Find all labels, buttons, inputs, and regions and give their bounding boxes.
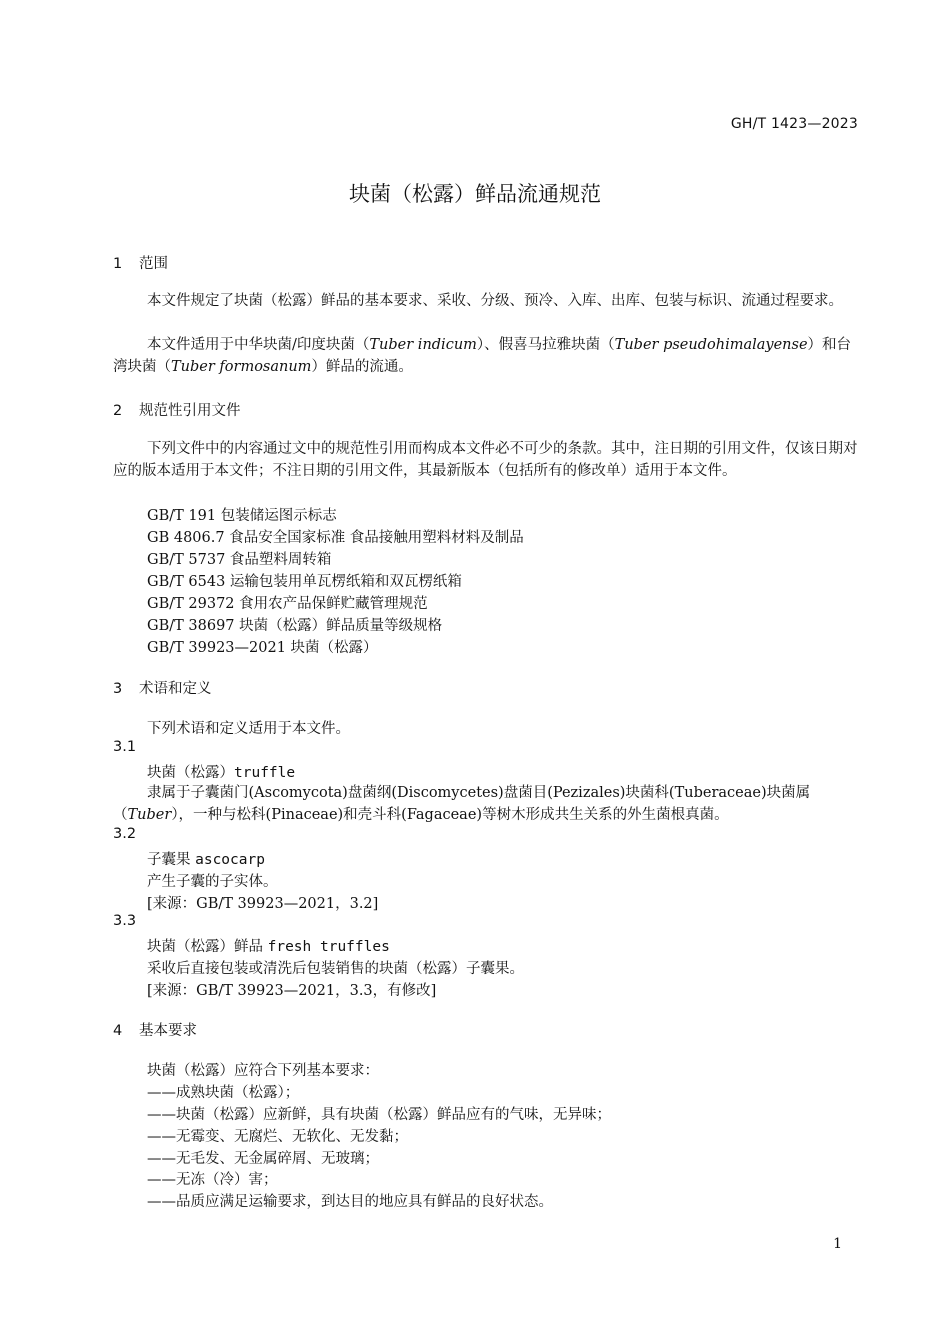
term-definition: 隶属于子囊菌门(Ascomycota)盘菌纲(Discomycetes)盘菌目(Pezizales)块菌科(Tuberaceae)块菌属（Tuber），一种与松科(Pinaceae)和壳斗科(Fagaceae)等树木形成共生关系的外生菌根真菌。 [113,785,811,823]
term-number: 3.1 [113,739,137,755]
section-title: 规范性引用文件 [139,403,241,419]
reference-item: GB/T 39923—2021 块菌（松露） [147,640,378,656]
section-title: 基本要求 [139,1023,197,1039]
section-title: 范围 [139,256,168,272]
term-number: 3.3 [113,913,137,929]
reference-item: GB/T 38697 块菌（松露）鲜品质量等级规格 [147,618,443,634]
term-english: fresh truffles [267,939,390,955]
term-heading: 子囊果 ascocarp [147,852,265,868]
page-number: 1 [833,1236,842,1252]
latin-name: Tuber pseudohimalayense [614,337,808,353]
scope-paragraph-2: 本文件适用于中华块菌/印度块菌（Tuber indicum）、假喜马拉雅块菌（Tuber pseudohimalayense）和台湾块菌（Tuber formosanum）鲜品的流通。 [113,337,852,375]
latin-name: Tuber indicum [369,337,477,353]
term-definition: 产生子囊的子实体。 [147,874,278,890]
section-3-heading [113,677,212,698]
term-heading: 块菌（松露）鲜品 fresh truffles [147,939,390,955]
standard-number: GH/T 1423—2023 [730,116,858,132]
reference-item: GB/T 191 包装储运图示标志 [147,508,337,524]
normative-references-paragraph: 下列文件中的内容通过文中的规范性引用而构成本文件必不可少的条款。其中，注日期的引用文件，仅该日期对应的版本适用于本文件；不注日期的引用文件，其最新版本（包括所有的修改单）适用于本文件。 [113,441,858,479]
term-english: truffle [234,765,296,781]
section-number: 3 [113,681,123,697]
reference-item: GB/T 6543 运输包装用单瓦楞纸箱和双瓦楞纸箱 [147,574,462,590]
requirements-intro: 块菌（松露）应符合下列基本要求： [147,1063,379,1079]
reference-item: GB/T 5737 食品塑料周转箱 [147,552,332,568]
term-definition: 采收后直接包装或清洗后包装销售的块菌（松露）子囊果。 [147,961,524,977]
requirement-item: ——块菌（松露）应新鲜，具有块菌（松露）鲜品应有的气味，无异味； [147,1107,611,1123]
section-number: 4 [113,1023,123,1039]
scope-paragraph-1: 本文件规定了块菌（松露）鲜品的基本要求、采收、分级、预冷、入库、出库、包装与标识、流通过程要求。 [147,293,843,309]
section-number: 1 [113,256,123,272]
requirement-item: ——无冻（冷）害； [147,1172,278,1188]
section-2-heading [113,399,241,420]
requirement-item: ——成熟块菌（松露）； [147,1085,300,1101]
term-heading: 块菌（松露）truffle [147,765,296,781]
reference-item: GB 4806.7 食品安全国家标准 食品接触用塑料材料及制品 [147,530,524,546]
term-english: ascocarp [195,852,265,868]
section-1-heading [113,252,168,273]
term-source: [来源：GB/T 39923—2021，3.3，有修改] [147,983,437,999]
latin-name: Tuber [127,807,172,823]
term-source: [来源：GB/T 39923—2021，3.2] [147,896,379,912]
requirement-item: ——无霉变、无腐烂、无软化、无发黏； [147,1129,408,1145]
section-number: 2 [113,403,123,419]
terms-intro: 下列术语和定义适用于本文件。 [147,721,350,737]
latin-name: Tuber formosanum [171,359,312,375]
term-number: 3.2 [113,826,137,842]
reference-item: GB/T 29372 食用农产品保鲜贮藏管理规范 [147,596,428,612]
document-title: 块菌（松露）鲜品流通规范 [349,182,601,206]
requirement-item: ——无毛发、无金属碎屑、无玻璃； [147,1151,379,1167]
section-title: 术语和定义 [139,681,212,697]
requirement-item: ——品质应满足运输要求，到达目的地应具有鲜品的良好状态。 [147,1194,553,1210]
section-4-heading [113,1019,197,1040]
